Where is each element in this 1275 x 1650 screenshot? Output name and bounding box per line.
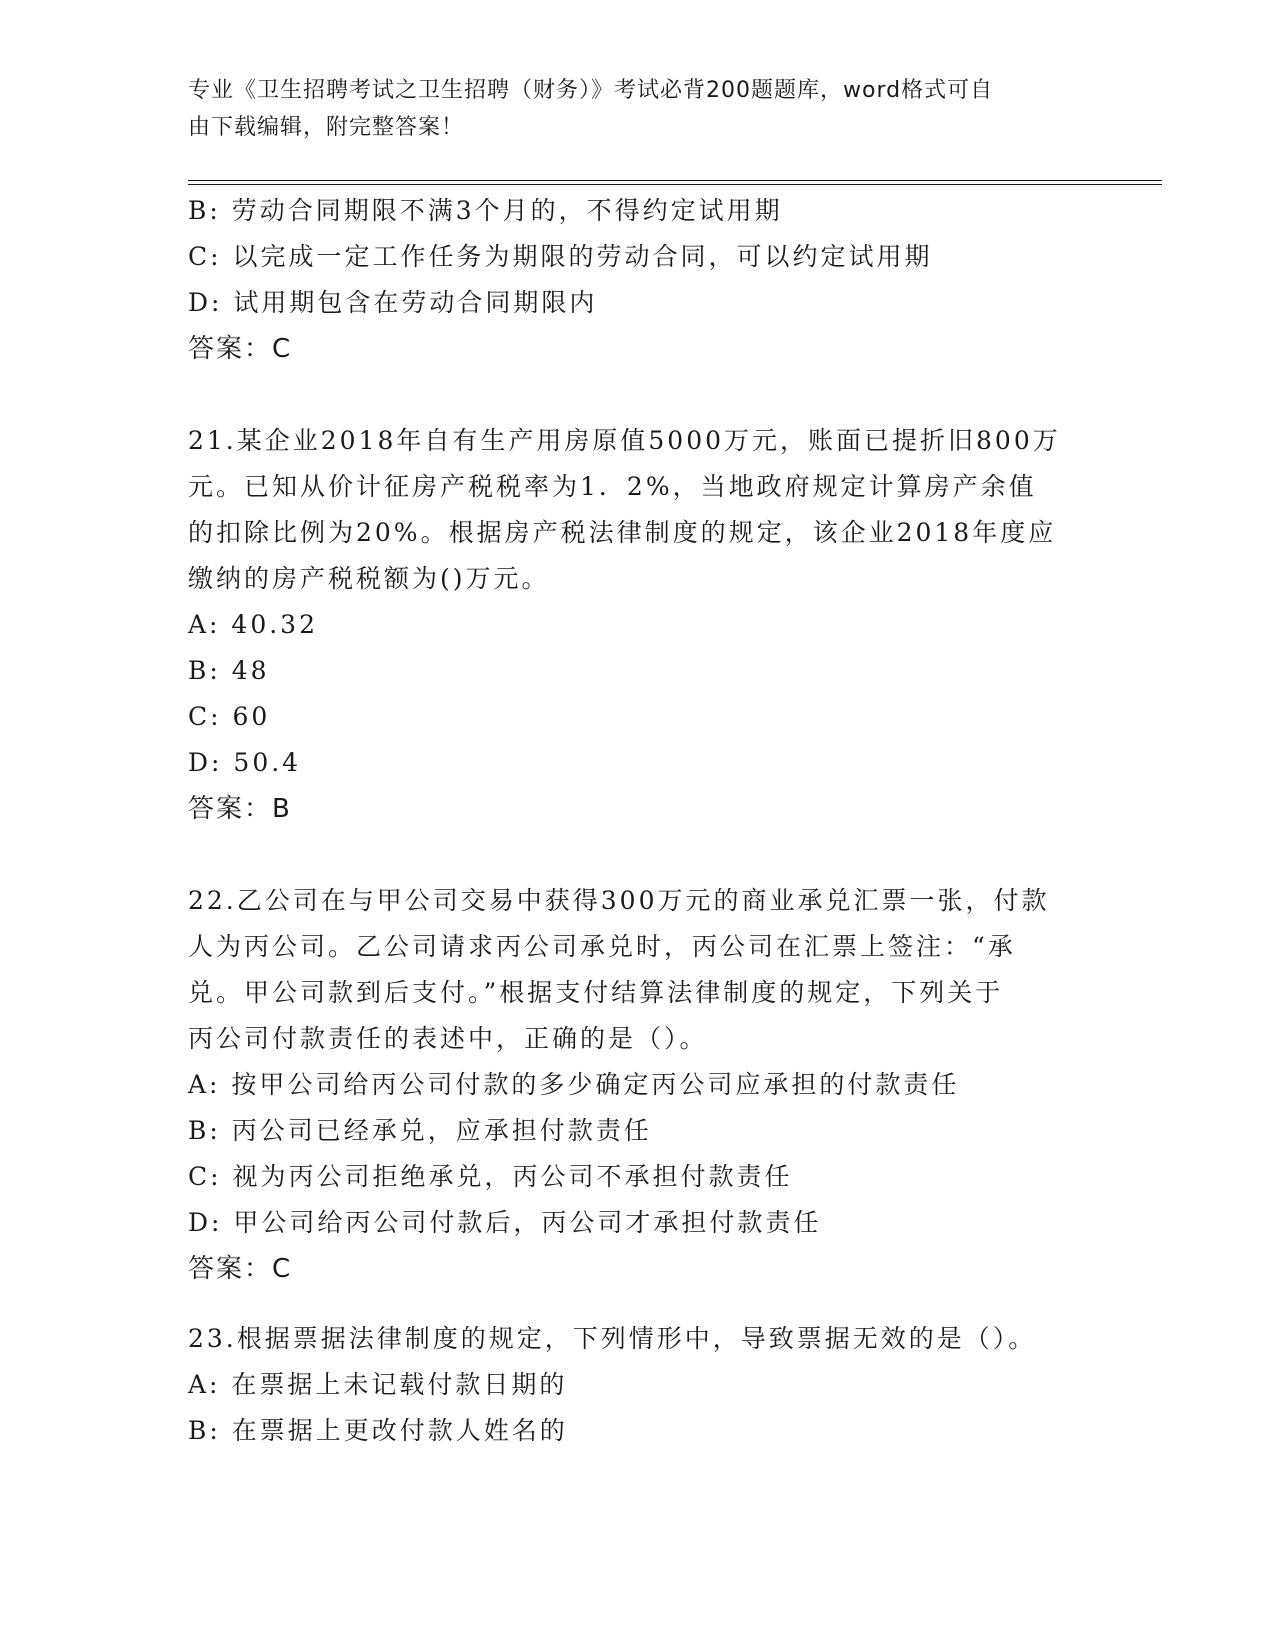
option-b: B: 48	[188, 656, 270, 685]
header-line-2: 由下载编辑，附完整答案！	[188, 115, 465, 140]
question-22	[188, 878, 1088, 1292]
option-b: B: 在票据上更改付款人姓名的	[188, 1416, 568, 1445]
option-c: C: 60	[188, 702, 271, 731]
spacer	[188, 1292, 1088, 1316]
question-text-line: 人为丙公司。乙公司请求丙公司承兑时，丙公司在汇票上签注：“承	[188, 932, 1016, 961]
question-20-tail	[188, 188, 1088, 372]
question-text-line: 23.根据票据法律制度的规定，下列情形中，导致票据无效的是（）。	[188, 1324, 1037, 1353]
option-d: D: 试用期包含在劳动合同期限内	[188, 288, 598, 317]
spacer	[188, 372, 1088, 418]
document-body	[188, 188, 1088, 1454]
question-21	[188, 418, 1088, 832]
option-d: D: 50.4	[188, 748, 302, 777]
question-text-line: 缴纳的房产税税额为()万元。	[188, 564, 550, 593]
question-text-line: 丙公司付款责任的表述中，正确的是（）。	[188, 1024, 708, 1053]
question-text-line: 的扣除比例为20%。根据房产税法律制度的规定，该企业2018年度应	[188, 518, 1057, 547]
option-b: B: 丙公司已经承兑，应承担付款责任	[188, 1116, 652, 1145]
answer-line: 答案：B	[188, 794, 292, 824]
header-line-1: 专业《卫生招聘考试之卫生招聘（财务）》考试必背200题题库，word格式可自	[188, 78, 994, 103]
option-c: C: 视为丙公司拒绝承兑，丙公司不承担付款责任	[188, 1162, 793, 1191]
option-a: A: 40.32	[188, 610, 318, 639]
option-a: A: 按甲公司给丙公司付款的多少确定丙公司应承担的付款责任	[188, 1070, 960, 1099]
option-d: D: 甲公司给丙公司付款后，丙公司才承担付款责任	[188, 1208, 822, 1237]
question-text-line: 21.某企业2018年自有生产用房原值5000万元，账面已提折旧800万	[188, 426, 1061, 455]
question-text-line: 22.乙公司在与甲公司交易中获得300万元的商业承兑汇票一张，付款	[188, 886, 1050, 915]
answer-line: 答案：C	[188, 334, 293, 364]
question-text-line: 兑。甲公司款到后支付。”根据支付结算法律制度的规定，下列关于	[188, 978, 1004, 1007]
header-rule-bottom	[188, 184, 1162, 185]
header-rule-top	[188, 180, 1162, 181]
option-a: A: 在票据上未记载付款日期的	[188, 1370, 568, 1399]
answer-line: 答案：C	[188, 1254, 293, 1284]
document-header	[188, 72, 1088, 146]
option-c: C: 以完成一定工作任务为期限的劳动合同，可以约定试用期	[188, 242, 933, 271]
question-text-line: 元。已知从价计征房产税税率为1．2%，当地政府规定计算房产余值	[188, 472, 1037, 501]
question-23	[188, 1316, 1088, 1454]
option-b: B: 劳动合同期限不满3个月的，不得约定试用期	[188, 196, 783, 225]
spacer	[188, 832, 1088, 878]
